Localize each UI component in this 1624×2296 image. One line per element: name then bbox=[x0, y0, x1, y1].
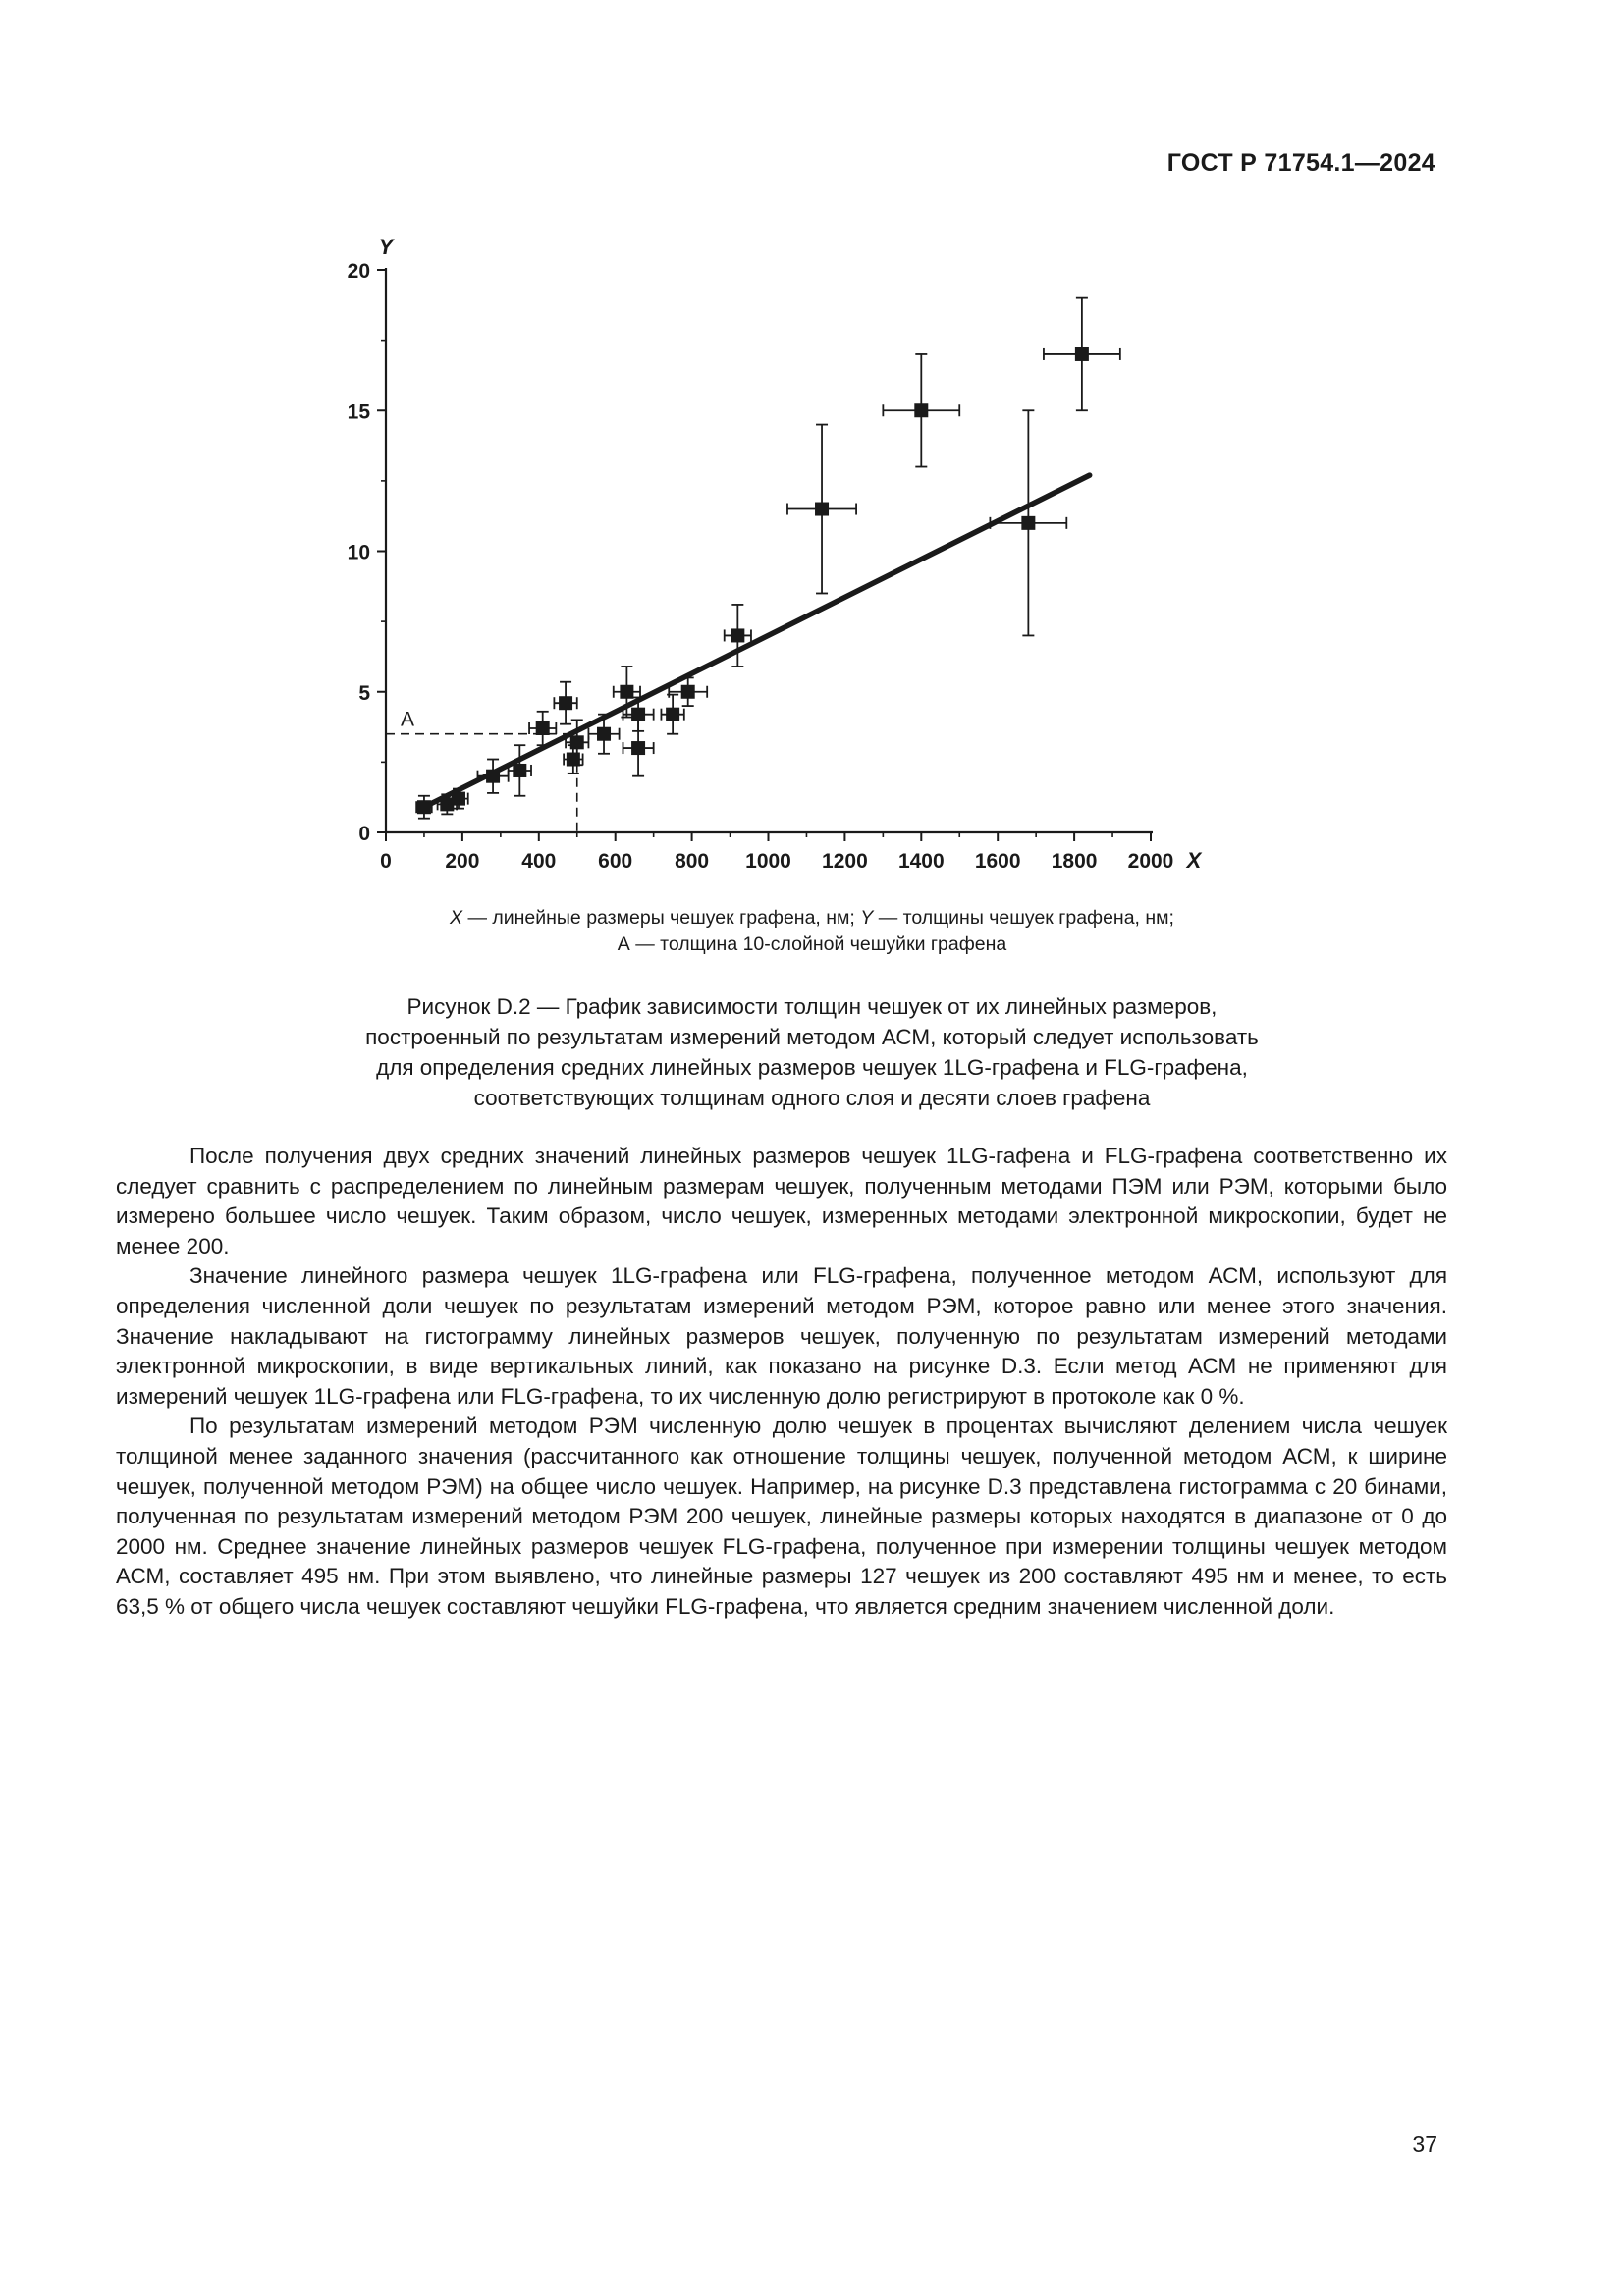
y-tick-label: 20 bbox=[347, 260, 370, 283]
x-tick-label: 200 bbox=[445, 850, 480, 873]
x-tick-label: 800 bbox=[675, 850, 710, 873]
caption-line: соответствующих толщинам одного слоя и десяти слоев графена bbox=[473, 1086, 1151, 1110]
data-point bbox=[883, 354, 959, 467]
paragraph: Значение линейного размера чешуек 1LG-графена или FLG-графена, полученное методом АСМ, используют для определения численной доли чешуек по результатам измерений методом РЭМ, которое равно или менее этого значения. Значение накладывают на гистограмму линейных размеров чешуек, полученную по результатам измерений методами электронной микроскопии, в виде вертикальных линий, как показано на рисунке D.3. Если метод АСМ не применяют для измерений чешуек 1LG-графена или FLG-графена, то их численную долю регистрируют в протоколе как 0 %. bbox=[116, 1263, 1447, 1409]
standard-code: ГОСТ Р 71754.1—2024 bbox=[1166, 149, 1435, 177]
point-marker bbox=[536, 721, 550, 735]
x-tick-label: 1000 bbox=[745, 850, 791, 873]
y-axis-label: Y bbox=[378, 235, 394, 259]
caption-line: построенный по результатам измерений методом АСМ, который следует использовать bbox=[365, 1025, 1259, 1049]
point-marker bbox=[559, 696, 572, 710]
point-marker bbox=[631, 741, 645, 755]
data-point bbox=[564, 745, 582, 774]
chart-axes bbox=[348, 235, 1203, 873]
point-marker bbox=[914, 403, 928, 417]
point-marker bbox=[731, 628, 744, 642]
legend-y-description: — толщины чешуек графена, нм; bbox=[873, 907, 1174, 929]
x-tick-label: 1400 bbox=[897, 850, 945, 873]
figure-legend bbox=[295, 905, 1329, 958]
marker-a-label: А bbox=[400, 708, 415, 731]
data-point bbox=[554, 682, 576, 724]
x-tick-label: 0 bbox=[380, 850, 392, 873]
figure-caption bbox=[245, 991, 1379, 1113]
point-marker bbox=[417, 800, 431, 814]
x-tick-label: 1800 bbox=[1051, 850, 1098, 873]
y-tick-label: 15 bbox=[347, 400, 370, 424]
chart-marks bbox=[386, 298, 1120, 832]
point-marker bbox=[570, 735, 584, 749]
point-marker bbox=[597, 727, 611, 741]
data-point bbox=[416, 796, 432, 819]
x-tick-label: 1200 bbox=[822, 850, 868, 873]
y-tick-label: 10 bbox=[347, 541, 370, 564]
point-marker bbox=[681, 685, 695, 699]
paragraph: После получения двух средних значений линейных размеров чешуек 1LG-гафена и FLG-графена соответственно их следует сравнить с распределением по линейным размерам чешуек, полученным методами ПЭМ или РЭМ, которыми было измерено большее число чешуек. Таким образом, число чешуек, измеренных методами электронной микроскопии, будет не менее 200. bbox=[116, 1144, 1447, 1258]
x-tick-label: 400 bbox=[521, 850, 557, 873]
legend-x-symbol: X bbox=[450, 907, 463, 929]
page-number: 37 bbox=[1412, 2131, 1437, 2157]
point-marker bbox=[513, 764, 526, 777]
data-point bbox=[990, 410, 1066, 635]
legend-line-1 bbox=[295, 905, 1329, 932]
data-point bbox=[1044, 298, 1120, 411]
point-marker bbox=[486, 770, 500, 783]
data-point bbox=[529, 712, 556, 745]
point-marker bbox=[620, 685, 633, 699]
body-text bbox=[116, 1142, 1447, 1623]
point-marker bbox=[815, 503, 829, 516]
point-marker bbox=[1075, 347, 1089, 361]
point-marker bbox=[631, 708, 645, 721]
caption-line: Рисунок D.2 — График зависимости толщин чешуек от их линейных размеров, bbox=[406, 994, 1218, 1019]
x-axis-label: X bbox=[1186, 848, 1202, 873]
thickness-vs-size-chart bbox=[0, 0, 1624, 942]
legend-x-description: — линейные размеры чешуек графена, нм; bbox=[462, 907, 861, 929]
paragraph: По результатам измерений методом РЭМ численную долю чешуек в процентах вычисляют делением числа чешуек толщиной менее заданного значения (рассчитанного как отношение толщины чешуек, полученной методом АСМ, к ширине чешуек, полученной методом РЭМ) на общее число чешуек. Например, на рисунке D.3 представлена гистограмма с 20 бинами, полученная по результатам измерений методом РЭМ 200 чешуек, линейные размеры которых находятся в диапазоне от 0 до 2000 нм. Среднее значение линейных размеров чешуек FLG-графена, полученное при измерении толщины чешуек методом АСМ, составляет 495 нм. При этом выявлено, что линейные размеры 127 чешуек из 200 составляют 495 нм и менее, то есть 63,5 % от общего числа чешуек составляют чешуйки FLG-графена, что является средним значением численной доли. bbox=[116, 1414, 1447, 1619]
x-tick-label: 1600 bbox=[974, 850, 1021, 873]
legend-line-2: А — толщина 10-слойной чешуйки графена bbox=[617, 934, 1007, 955]
point-marker bbox=[1021, 516, 1035, 530]
y-tick-label: 0 bbox=[358, 823, 370, 845]
point-marker bbox=[666, 708, 679, 721]
y-tick-label: 5 bbox=[358, 681, 370, 705]
x-tick-label: 600 bbox=[598, 850, 633, 873]
data-point bbox=[787, 425, 856, 594]
caption-line: для определения средних линейных размеров чешуек 1LG-графена и FLG-графена, bbox=[376, 1055, 1248, 1080]
x-tick-label: 2000 bbox=[1127, 850, 1174, 873]
point-marker bbox=[452, 792, 465, 806]
legend-y-symbol: Y bbox=[860, 907, 874, 929]
data-point bbox=[661, 695, 683, 734]
data-point bbox=[477, 760, 508, 793]
